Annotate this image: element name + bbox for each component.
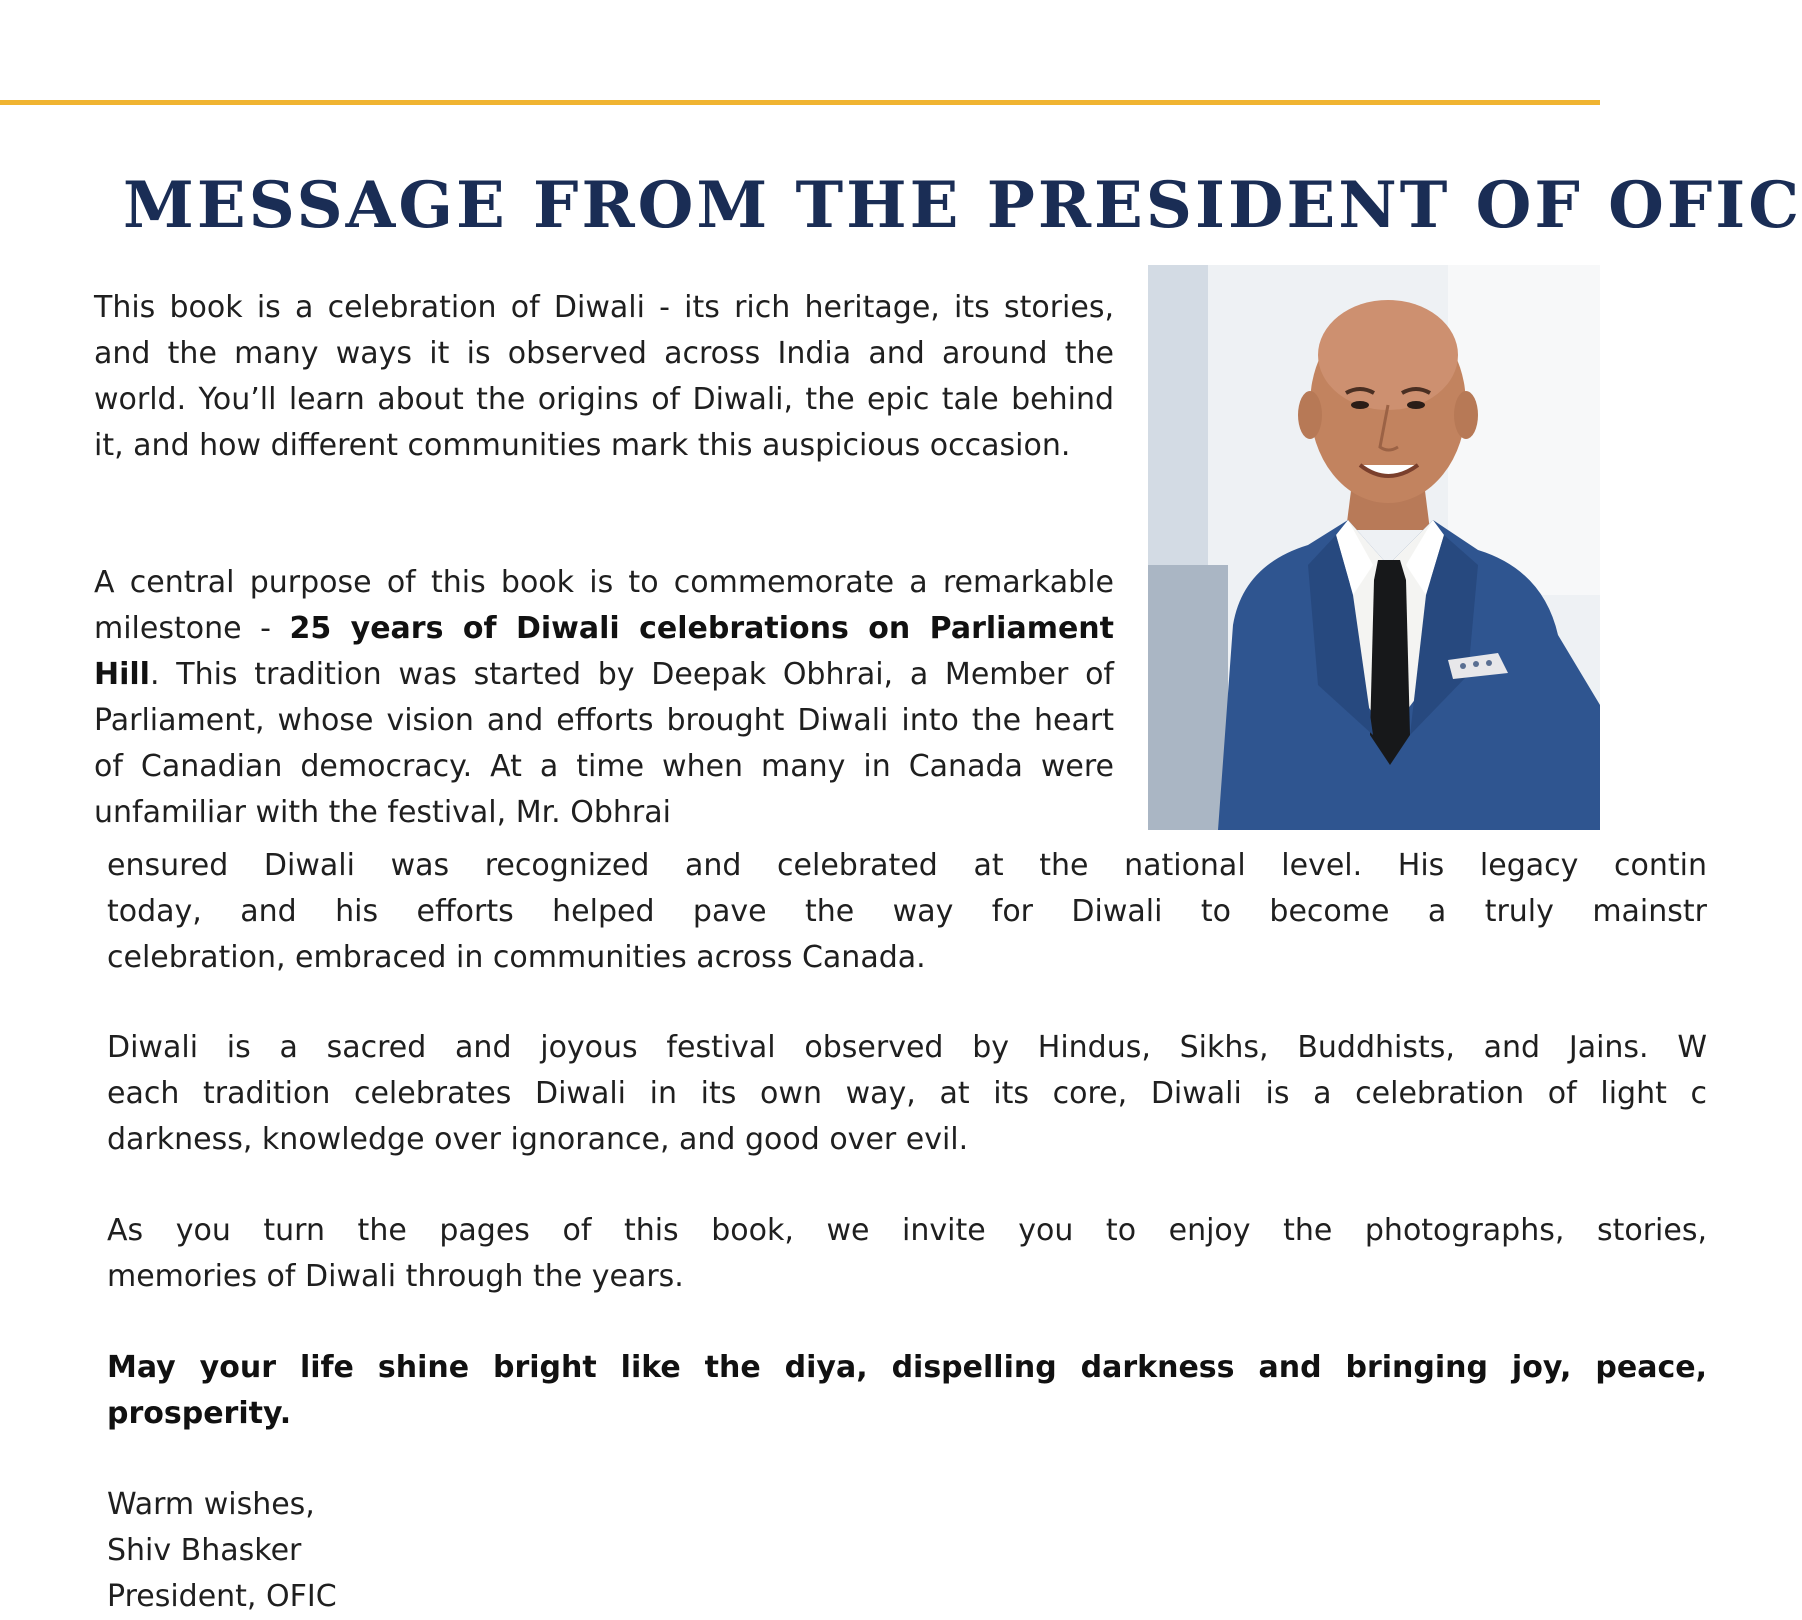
- signoff-greeting: Warm wishes,: [107, 1487, 315, 1522]
- top-accent-rule: [0, 100, 1600, 105]
- closing-line: prosperity.: [107, 1396, 292, 1431]
- closing-line: May your life shine bright like the diya, dispelling darkness and bringing joy, peace,: [107, 1350, 1707, 1385]
- festival-line: Diwali is a sacred and joyous festival observed by Hindus, Sikhs, Buddhists, and Jains. W: [107, 1030, 1707, 1065]
- legacy-paragraph: [107, 843, 1707, 981]
- closing-blessing: [107, 1345, 1707, 1437]
- festival-line: each tradition celebrates Diwali in its own way, at its core, Diwali is a celebration of light c: [107, 1076, 1707, 1111]
- festival-paragraph: [107, 1025, 1707, 1163]
- legacy-line: ensured Diwali was recognized and celebrated at the national level. His legacy contin: [107, 848, 1707, 883]
- signoff-name: Shiv Bhasker: [107, 1533, 302, 1568]
- milestone-text-start: A central purpose of this book is to commemorate a remarkable milestone -: [94, 565, 1114, 646]
- legacy-line: celebration, embraced in communities across Canada.: [107, 940, 926, 975]
- invitation-line: memories of Diwali through the years.: [107, 1259, 684, 1294]
- milestone-text-end: . This tradition was started by Deepak Obhrai, a Member of Parliament, whose vision and efforts brought Diwali into the heart of Canadian democracy. At a time when many in Canada were unfamiliar with the festival, Mr. Obhrai: [94, 657, 1114, 830]
- milestone-paragraph: [94, 560, 1114, 836]
- invitation-paragraph: [107, 1208, 1707, 1300]
- milestone-highlight: 25 years of Diwali celebrations on Parliament Hill: [94, 611, 1114, 692]
- page-title: MESSAGE FROM THE PRESIDENT OF OFIC: [123, 168, 1802, 243]
- legacy-line: today, and his efforts helped pave the way for Diwali to become a truly mainstr: [107, 894, 1707, 929]
- signoff-role: President, OFIC: [107, 1579, 337, 1614]
- invitation-line: As you turn the pages of this book, we invite you to enjoy the photographs, stories,: [107, 1213, 1707, 1248]
- signoff-block: [107, 1482, 907, 1620]
- president-portrait: [1148, 265, 1600, 830]
- festival-line: darkness, knowledge over ignorance, and good over evil.: [107, 1122, 969, 1157]
- intro-paragraph: This book is a celebration of Diwali - its rich heritage, its stories, and the many ways it is observed across India and around the world. You’ll learn about the origins of Diwali, the epic tale behind it, and how different communities mark this auspicious occasion.: [94, 290, 1114, 463]
